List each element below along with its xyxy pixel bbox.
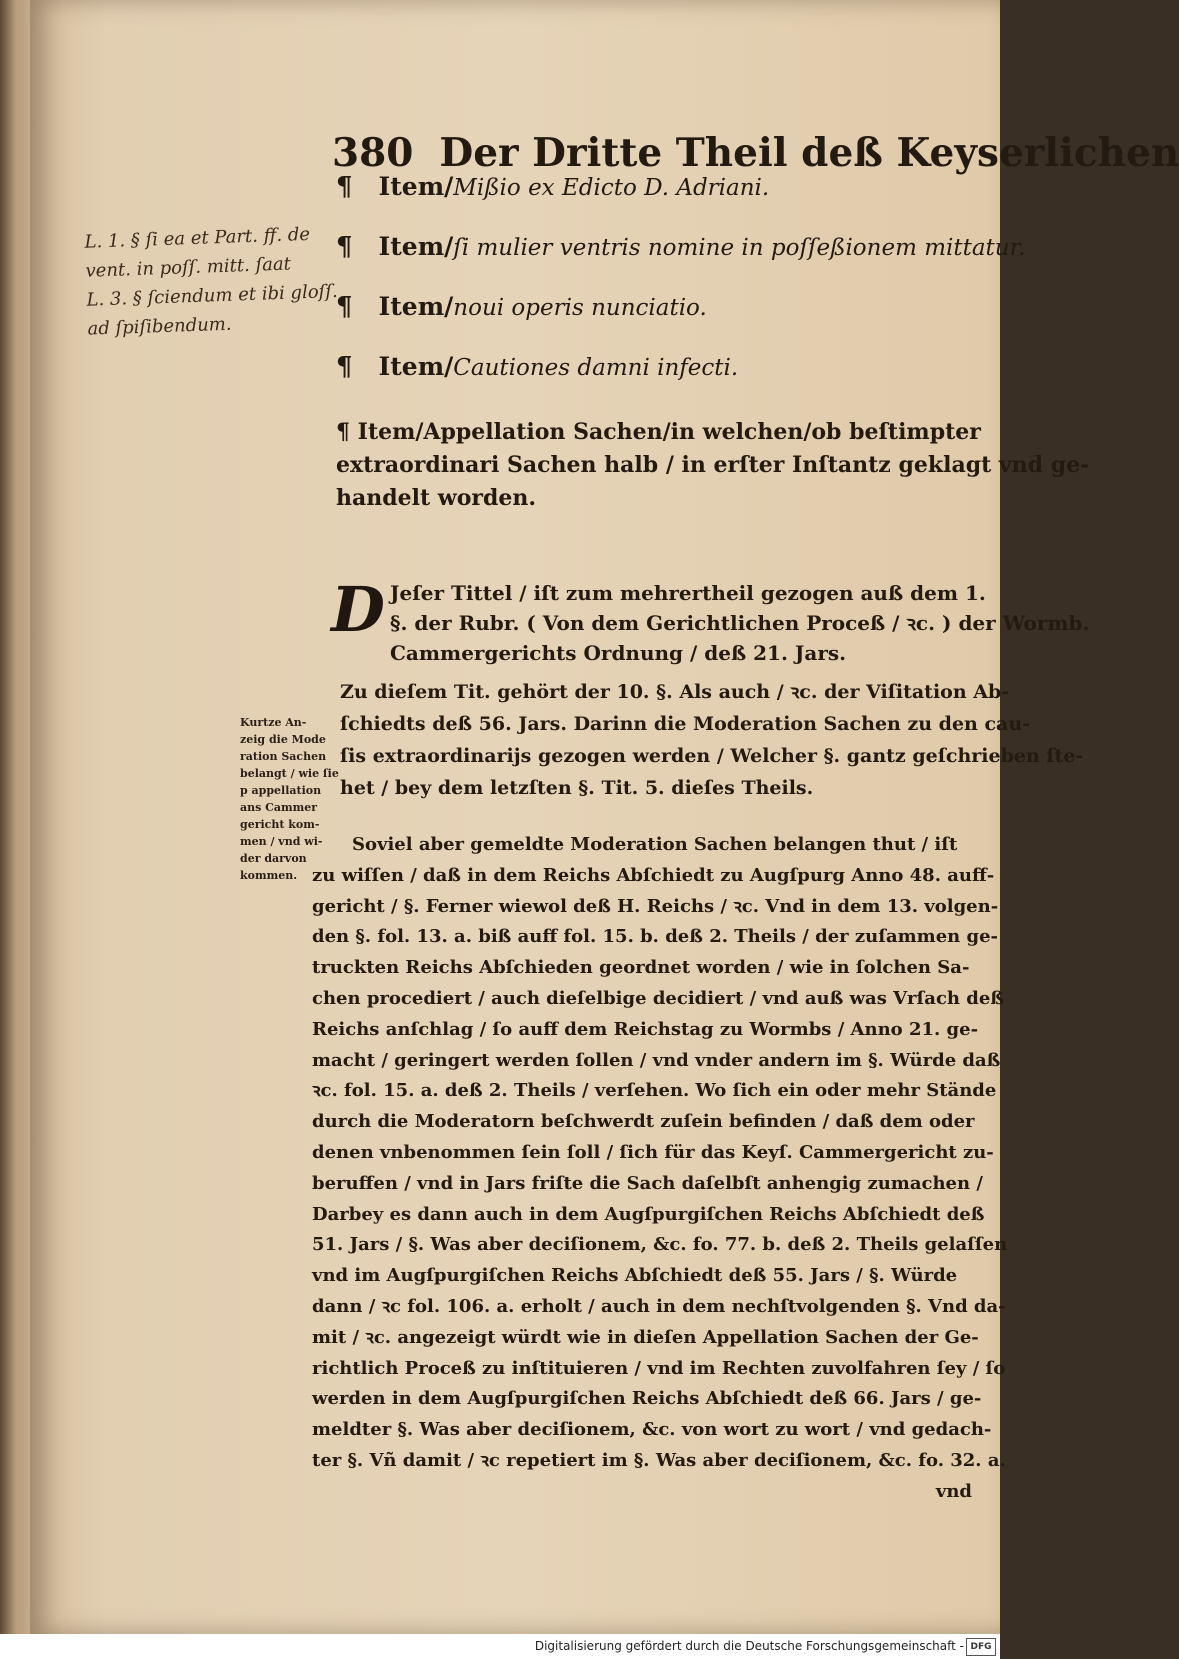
text-line: mit / ꝛc. angezeigt würdt wie in dieſen Appellation Sachen der Ge- (312, 1326, 979, 1348)
text-line: Reichs anſchlag / ſo auff dem Reichstag zu Wormbs / Anno 21. ge- (312, 1018, 979, 1040)
note-line: zeig die Mode (240, 733, 326, 746)
text-line: werden in dem Augſpurgiſchen Reichs Abſchiedt deß 66. Jars / ge- (312, 1388, 982, 1410)
text-line: ꝛc. fol. 15. a. deß 2. Theils / verſehen. Wo ſich ein oder mehr Stände (312, 1080, 997, 1102)
note-line: L. 1. § ſi ea et Part. ff. de (84, 223, 311, 253)
item-line (336, 232, 1025, 262)
item-line (336, 172, 769, 202)
note-line: vent. in poſſ. mitt. ſaat (85, 253, 292, 282)
book-page (30, 0, 1179, 1634)
paragraph-visitation (340, 676, 1083, 804)
text-line: Soviel aber gemeldte Moderation Sachen belangen thut / iſt (352, 834, 958, 855)
text-line: durch die Moderatorn beſchwerdt zuſein befinden / daß dem oder (312, 1111, 975, 1133)
note-line: ration Sachen (240, 750, 327, 763)
item-text: noui operis nunciatio. (453, 295, 707, 321)
text-line: denen vnbenommen ſein ſoll / ſich für das Keyſ. Cammergericht zu- (312, 1141, 994, 1163)
text-line: dann / ꝛc fol. 106. a. erholt / auch in dem nechſtvolgenden §. Vnd da- (312, 1295, 1006, 1317)
text-line: den §. fol. 13. a. biß auff fol. 15. b. deß 2. Theils / der zuſammen ge- (312, 926, 999, 948)
text-line: ter §. Vñ damit / ꝛc repetiert im §. Was aber deciſionem, &c. fo. 32. a. (312, 1449, 1006, 1471)
item-text: Mißio ex Edicto D. Adriani. (453, 175, 770, 201)
running-title: Der Dritte Theil deß Keyserlichen (439, 130, 1179, 176)
note-line: der darvon (240, 852, 307, 865)
text-line: 51. Jars / §. Was aber deciſionem, &c. fo. 77. b. deß 2. Theils gelaſſen (312, 1234, 1008, 1256)
catchword: vnd (935, 1480, 972, 1502)
note-line: ans Cammer (240, 801, 318, 814)
text-line: gericht / §. Ferner wiewol deß H. Reichs / ꝛc. Vnd in dem 13. volgen- (312, 895, 999, 917)
text-line: ſis extraordinarijs gezogen werden / Welcher §. gantz geſchrieben ſte- (340, 745, 1084, 767)
text-line: chen procediert / auch dieſelbige decidiert / vnd auß was Vrſach deß (312, 987, 1004, 1009)
item-line (336, 292, 707, 322)
intro-paragraph (390, 578, 1089, 668)
text-line: beruffen / vnd in Jars friſte die Sach daſelbſt anhengig zumachen / (312, 1172, 983, 1194)
note-line: ad ſpiſibendum. (87, 313, 232, 340)
text-line: Cammergerichts Ordnung / deß 21. Jars. (390, 641, 847, 665)
text-line: ¶ Item/Appellation Sachen/in welchen/ob beſtimpter (336, 419, 981, 445)
text-line: truckten Reichs Abſchieden geordnet worden / wie in ſolchen Sa- (312, 957, 970, 979)
page-header (332, 130, 1179, 176)
pilcrow-mark: ¶ (336, 292, 353, 322)
text-line: Darbey es dann auch in dem Augſpurgiſchen Reichs Abſchiedt deß (312, 1203, 985, 1225)
drop-cap: D (331, 573, 385, 646)
text-line: het / bey dem letzſten §. Tit. 5. dieſes Theils. (340, 777, 814, 799)
text-line: macht / geringert werden ſollen / vnd vnder andern im §. Würde daß (312, 1049, 1001, 1071)
text-line: Jeſer Tittel / iſt zum mehrertheil gezogen auß dem 1. (390, 581, 986, 605)
text-line: richtlich Proceß zu inſtituieren / vnd im Rechten zuvolfahren ſey / ſo (312, 1357, 1006, 1379)
text-line: Zu dieſem Tit. gehört der 10. §. Als auch / ꝛc. der Viſitation Ab- (340, 681, 1010, 703)
note-line: men / vnd wi- (240, 835, 323, 848)
text-line: vnd im Augſpurgiſchen Reichs Abſchiedt deß 55. Jars / §. Würde (312, 1265, 958, 1287)
item-line (336, 352, 738, 382)
text-line: handelt worden. (336, 485, 537, 511)
paragraph-moderation (312, 830, 1007, 1508)
item-lead: Item/ (378, 232, 454, 261)
text-line: zu wiſſen / daß in dem Reichs Abſchiedt zu Augſpurg Anno 48. auff- (312, 864, 995, 886)
item-appellation (336, 416, 1089, 515)
item-lead: Item/ (378, 352, 454, 381)
item-lead: Item/ (378, 292, 454, 321)
pilcrow-mark: ¶ (336, 232, 353, 262)
note-line: p appellation (240, 784, 322, 797)
note-line: L. 3. § ſciendum et ibi gloſſ. (86, 280, 339, 311)
note-line: belangt / wie ſie (240, 767, 339, 780)
pilcrow-mark: ¶ (336, 172, 353, 202)
page-number: 380 (332, 130, 414, 176)
handwritten-note (84, 218, 358, 343)
pilcrow-mark: ¶ (336, 352, 353, 382)
note-line: Kurtze An- (240, 716, 307, 729)
note-line: kommen. (240, 869, 298, 882)
item-text: ſi mulier ventris nomine in poſſeßionem mittatur. (453, 235, 1026, 261)
dfg-logo: DFG (966, 1638, 996, 1656)
note-line: gericht kom- (240, 818, 320, 831)
text-line: meldter §. Was aber deciſionem, &c. von wort zu wort / vnd gedach- (312, 1419, 992, 1441)
item-text: Cautiones damni infecti. (453, 355, 739, 381)
text-line: ſchiedts deß 56. Jars. Darinn die Moderation Sachen zu den cau- (340, 713, 1031, 735)
funding-credit: Digitalisierung gefördert durch die Deutsche Forschungsgemeinschaft - (534, 1639, 964, 1653)
footer-bar (0, 1634, 1000, 1659)
text-line: §. der Rubr. ( Von dem Gerichtlichen Proceß / ꝛc. ) der Wormb. (390, 611, 1090, 635)
text-line: extraordinari Sachen halb / in erſter Inſtantz geklagt vnd ge- (336, 452, 1090, 478)
item-lead: Item/ (378, 172, 454, 201)
